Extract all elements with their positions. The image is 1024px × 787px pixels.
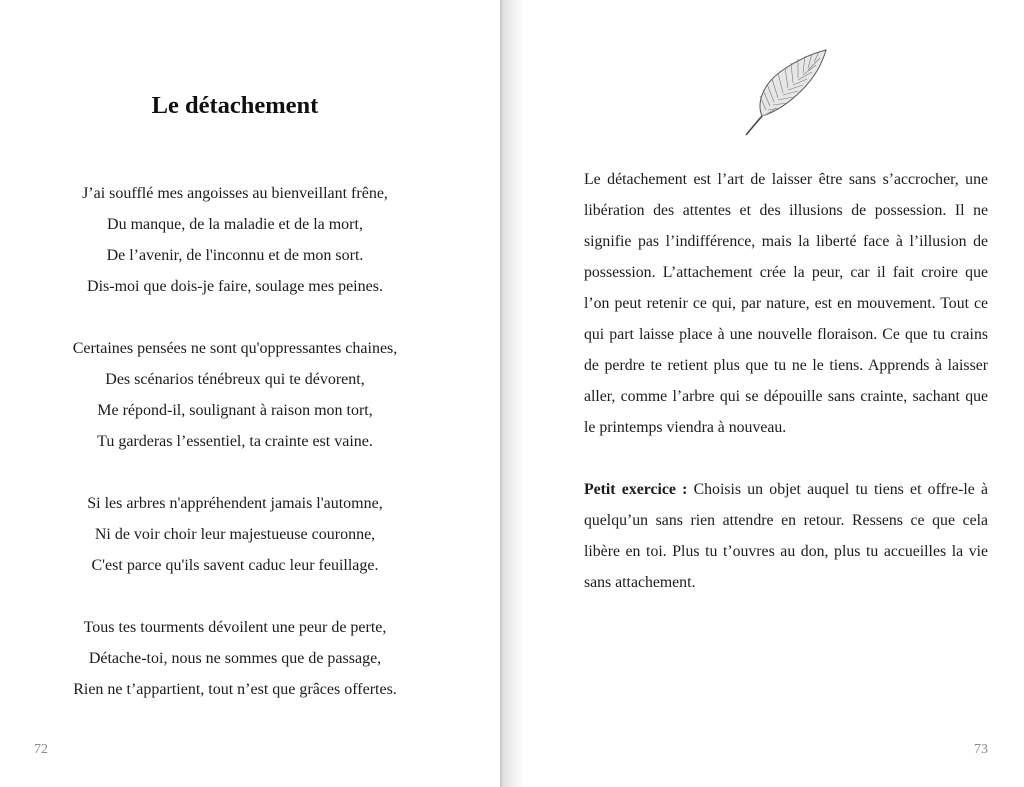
verse: Dis-moi que dois-je faire, soulage mes peines. xyxy=(87,278,383,295)
stanza xyxy=(0,612,470,705)
feather-icon xyxy=(742,44,832,139)
main-text xyxy=(584,164,988,598)
verse: J’ai soufflé mes angoisses au bienveillant frêne, xyxy=(82,185,388,202)
poem-title: Le détachement xyxy=(151,92,319,119)
verse: Ni de voir choir leur majestueuse couronne, xyxy=(94,526,376,543)
exercise-paragraph xyxy=(584,474,988,598)
right-page xyxy=(522,0,1024,787)
verse: Tu garderas l’essentiel, ta crainte est vaine. xyxy=(97,433,373,450)
verse: Tous tes tourments dévoilent une peur de perte, xyxy=(83,619,387,636)
page-number-right: 73 xyxy=(974,742,988,757)
exercise-label: Petit exercice : xyxy=(584,481,688,498)
paragraph: Le détachement est l’art de laisser être sans s’accrocher, une libération des attentes et des illusions de possession. Il ne signifie pas l’indifférence, mais la liberté face à l’illusion de possession. L’attachement crée la peur, car il fait croire que l’on peut retenir ce qui, par nature, est en mouvement. Tout ce qui part laisse place à une nouvelle floraison. Ce que tu crains de perdre te retient plus que tu ne le tiens. Apprends à laisser aller, comme l’arbre qui se dépouille sans crainte, sachant que le printemps viendra à nouveau. xyxy=(584,171,988,436)
verse: Du manque, de la maladie et de la mort, xyxy=(107,216,363,233)
verse: De l’avenir, de l'inconnu et de mon sort. xyxy=(106,247,364,264)
book-gutter xyxy=(500,0,522,787)
verse: Détache-toi, nous ne sommes que de passage, xyxy=(88,650,382,667)
exercise-text: Choisis un objet auquel tu tiens et offre-le à quelqu’un sans rien attendre en retour. Ressens ce que cela libère en toi. Plus tu t’ouvres au don, plus tu accueilles la vie sans attachement. xyxy=(584,481,988,591)
verse: Me répond-il, soulignant à raison mon tort, xyxy=(97,402,373,419)
left-page xyxy=(0,0,500,787)
verse: Des scénarios ténébreux qui te dévorent, xyxy=(105,371,365,388)
stanza xyxy=(0,333,470,457)
poem xyxy=(0,178,470,705)
stanza xyxy=(0,488,470,581)
verse: Si les arbres n'appréhendent jamais l'automne, xyxy=(87,495,383,512)
page-number-left: 72 xyxy=(34,742,48,757)
verse: Certaines pensées ne sont qu'oppressantes chaines, xyxy=(72,340,398,357)
verse: Rien ne t’appartient, tout n’est que grâces offertes. xyxy=(73,681,397,698)
verse: C'est parce qu'ils savent caduc leur feuillage. xyxy=(91,557,379,574)
stanza xyxy=(0,178,470,302)
